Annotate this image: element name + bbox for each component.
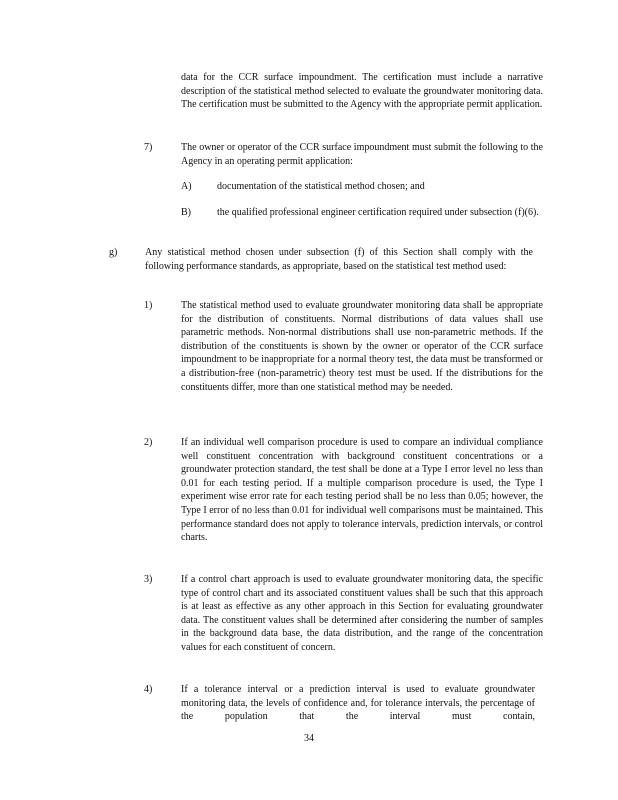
item-g4-text: If a tolerance interval or a prediction interval is used to evaluate groundwater monitoring data, the levels of confidence and, for tolerance intervals, the percentage of the population that the interval must contain, <box>181 684 535 723</box>
intro-paragraph: data for the CCR surface impoundment. The certification must include a narrative description of the statistical method selected to evaluate the groundwater monitoring data. The certification must be submitted to the Agency with the appropriate permit application. <box>181 72 543 111</box>
item-g2-label: 2) <box>144 437 153 448</box>
item-7a-label: A) <box>181 181 192 192</box>
item-g3-label: 3) <box>144 574 153 585</box>
item-g4-label: 4) <box>144 684 153 695</box>
item-g1-label: 1) <box>144 300 153 311</box>
item-g3-text: If a control chart approach is used to evaluate groundwater monitoring data, the specific type of control chart and its associated constituent values shall be such that this approach is at least as effective as any other approach in this Section for evaluating groundwater data. The constituent values shall be determined after considering the number of samples in the background data base, the data distribution, and the range of the concentration values for each constituent of concern. <box>181 574 543 653</box>
item-g2-text: If an individual well comparison procedure is used to compare an individual compliance well constituent concentration with background constituent concentrations or a groundwater protection standard, the test shall be done at a Type I error level no less than 0.01 for each testing period. If a multiple comparison procedure is used, the Type I experiment wise error rate for each testing period shall be no less than 0.05; however, the Type I error of no less than 0.01 for individual well comparisons must be maintained. This performance standard does not apply to tolerance intervals, prediction intervals, or control charts. <box>181 437 543 544</box>
section-g-text: Any statistical method chosen under subsection (f) of this Section shall comply with the following performance standards, as appropriate, based on the statistical test method used: <box>145 247 533 272</box>
item-g1-text: The statistical method used to evaluate groundwater monitoring data shall be appropriate for the distribution of constituents. Normal distributions of data values shall use parametric methods. Non-normal distributions shall use non-parametric methods. If the distribution of the constituents is shown by the owner or operator of the CCR surface impoundment to be inappropriate for a normal theory test, the data must be transformed or a distribution-free (non-parametric) theory test must be used. If the distributions for the constituents differ, more than one statistical method may be needed. <box>181 300 543 393</box>
page-number: 34 <box>304 733 314 744</box>
item-7-label: 7) <box>144 142 153 153</box>
item-7b-label: B) <box>181 207 191 218</box>
item-7b-text: the qualified professional engineer certification required under subsection (f)(6). <box>217 207 539 218</box>
item-7-text: The owner or operator of the CCR surface impoundment must submit the following to the Agency in an operating permit application: <box>181 142 543 167</box>
item-7a-text: documentation of the statistical method chosen; and <box>217 181 425 192</box>
section-g-label: g) <box>109 247 118 258</box>
